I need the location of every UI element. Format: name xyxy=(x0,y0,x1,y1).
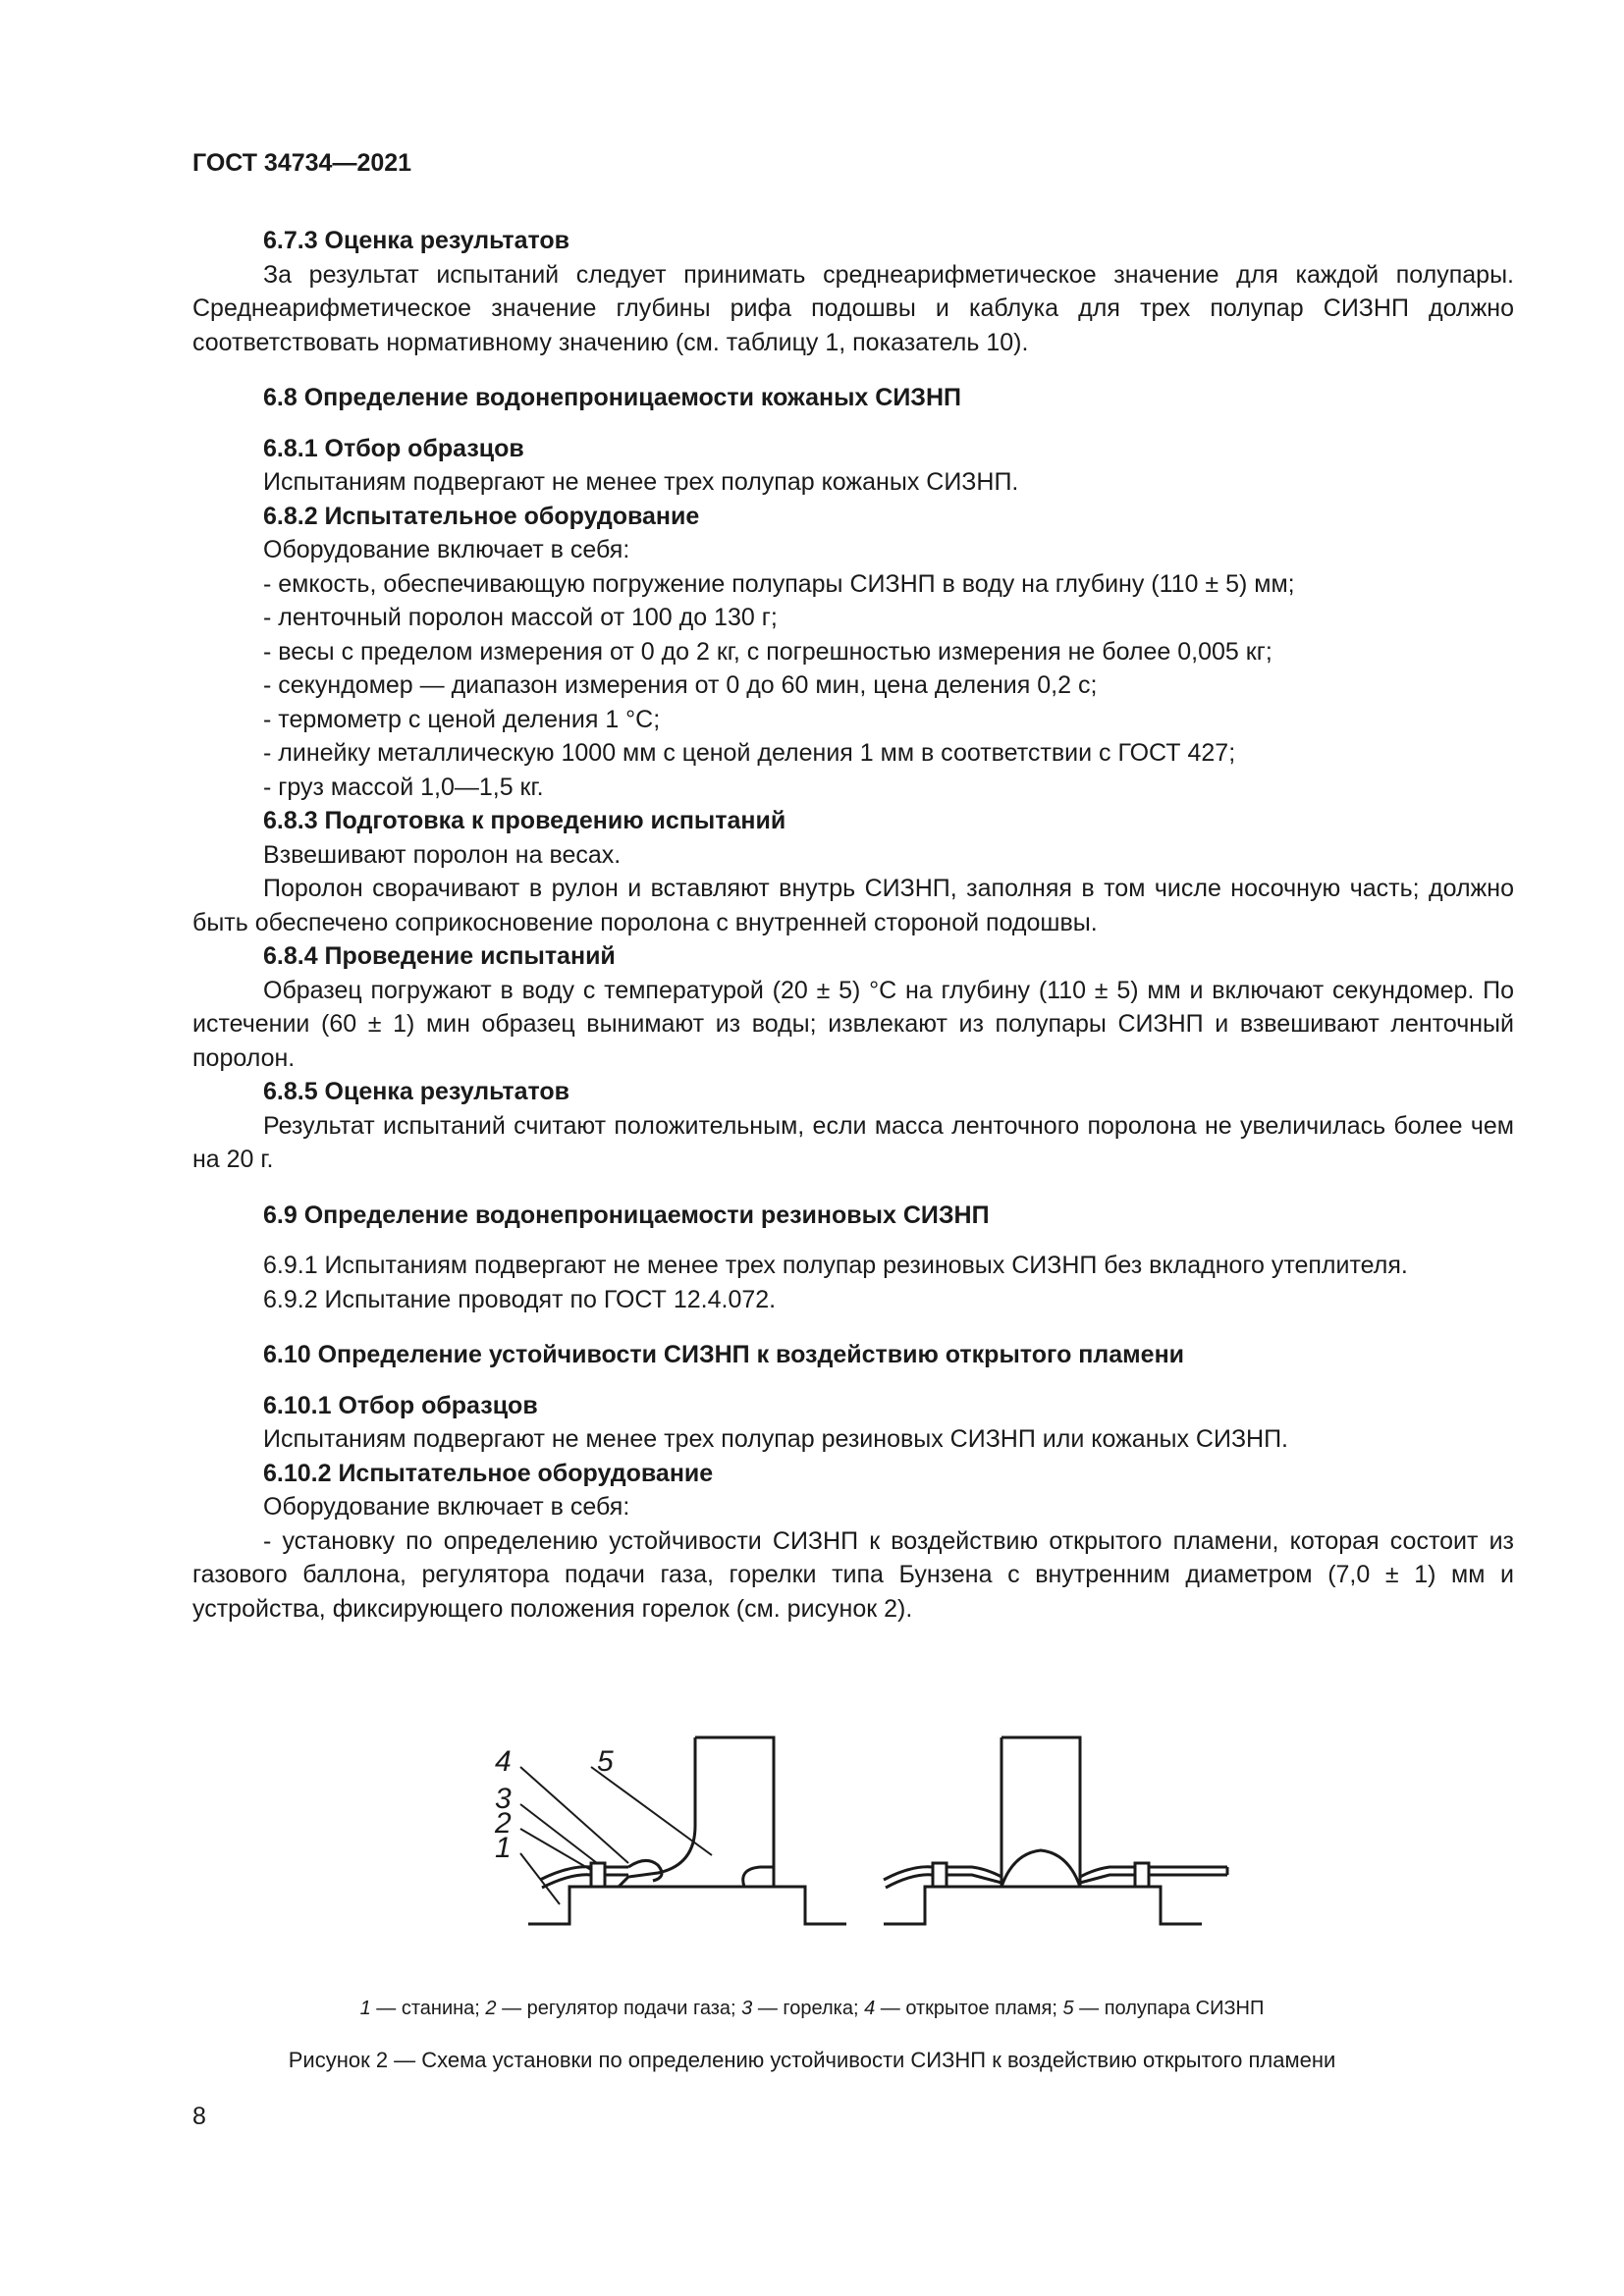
heading-6-8-2: 6.8.2 Испытательное оборудование xyxy=(263,502,700,530)
boot-left xyxy=(619,1737,774,1887)
paragraph-6-8-5: Результат испытаний считают положительным, если масса ленточного поролона не увеличилась более чем на 20 г. xyxy=(192,1111,1514,1173)
paragraph-6-10-2-intro: Оборудование включает в себя: xyxy=(263,1493,630,1521)
burner-right-b xyxy=(1135,1863,1149,1887)
figure-label-3: 3 xyxy=(495,1783,512,1815)
paragraph-6-10-2-item: - установку по определению устойчивости СИЗНП к воздействию открытого пламени, которая состоит из газового баллона, регулятора подачи газа, горелки типа Бунзена с внутренним диаметром (7,0 ± 1) мм и устройства, фиксирующего положения горелок (см. рисунок 2). xyxy=(192,1526,1514,1623)
heading-6-7-3: 6.7.3 Оценка результатов xyxy=(263,227,570,254)
document-body xyxy=(192,224,1514,1626)
legend-text-3: — горелка; xyxy=(752,1998,865,2019)
legend-num-3: 3 xyxy=(741,1998,753,2019)
paragraph-6-7-3: За результат испытаний следует принимать среднеарифметическое значение для каждой полупары. Среднеарифметическое значение глубины рифа подошвы и каблука для трех полупар СИЗНП должно соответствовать нормативному значению (см. таблицу 1, показатель 10). xyxy=(192,260,1514,356)
paragraph-6-10-1: Испытаниям подвергают не менее трех полупар резиновых СИЗНП или кожаных СИЗНП. xyxy=(263,1425,1289,1453)
flame-right xyxy=(1001,1850,1080,1887)
stand-right xyxy=(884,1887,1202,1924)
document-header: ГОСТ 34734—2021 xyxy=(192,149,412,177)
list-item: - емкость, обеспечивающую погружение полупары СИЗНП в воду на глубину (110 ± 5) мм; xyxy=(263,569,1295,598)
heading-6-8-5: 6.8.5 Оценка результатов xyxy=(263,1078,570,1105)
legend-text-5: — полупара СИЗНП xyxy=(1073,1998,1265,2019)
legend-text-1: — станина; xyxy=(370,1998,486,2019)
figure-label-4: 4 xyxy=(495,1745,512,1778)
heading-6-9: 6.9 Определение водонепроницаемости резиновых СИЗНП xyxy=(263,1201,990,1229)
list-item: - секундомер — диапазон измерения от 0 до 60 мин, цена деления 0,2 с; xyxy=(263,671,1098,699)
heading-6-10-2: 6.10.2 Испытательное оборудование xyxy=(263,1459,714,1487)
paragraph-6-8-3-a: Взвешивают поролон на весах. xyxy=(263,840,622,869)
figure-legend xyxy=(0,1998,1624,2020)
stand-left xyxy=(528,1887,846,1924)
paragraph-6-8-4: Образец погружают в воду с температурой (20 ± 5) °С на глубину (110 ± 5) мм и включают секундомер. По истечении (60 ± 1) мин образец вынимают из воды; извлекают из полупары СИЗНП и взвешивают ленточный поролон. xyxy=(192,976,1514,1072)
paragraph-6-9-2: 6.9.2 Испытание проводят по ГОСТ 12.4.072. xyxy=(263,1285,777,1313)
figure-label-5: 5 xyxy=(597,1745,614,1778)
flame-left xyxy=(628,1860,662,1881)
heading-6-8-4: 6.8.4 Проведение испытаний xyxy=(263,942,616,970)
paragraph-6-8-2-intro: Оборудование включает в себя: xyxy=(263,536,630,563)
legend-num-4: 4 xyxy=(864,1998,876,2019)
figure-label-2: 2 xyxy=(495,1807,512,1840)
paragraph-6-8-1: Испытаниям подвергают не менее трех полупар кожаных СИЗНП. xyxy=(263,468,1019,496)
legend-text-4: — открытое пламя; xyxy=(875,1998,1063,2019)
heading-6-8-3: 6.8.3 Подготовка к проведению испытаний xyxy=(263,807,786,834)
page-number: 8 xyxy=(192,2103,206,2130)
legend-num-1: 1 xyxy=(359,1998,371,2019)
legend-num-2: 2 xyxy=(485,1998,497,2019)
list-item: - груз массой 1,0—1,5 кг. xyxy=(263,773,544,801)
burner-right-a xyxy=(933,1863,947,1887)
heading-6-8-1: 6.8.1 Отбор образцов xyxy=(263,434,524,462)
list-item: - термометр с ценой деления 1 °С; xyxy=(263,705,661,733)
list-item: - ленточный поролон массой от 100 до 130 г; xyxy=(263,604,778,631)
heading-6-8: 6.8 Определение водонепроницаемости кожаных СИЗНП xyxy=(263,384,961,411)
heading-6-10: 6.10 Определение устойчивости СИЗНП к воздействию открытого пламени xyxy=(263,1341,1185,1368)
burner-left xyxy=(591,1863,605,1887)
legend-num-5: 5 xyxy=(1062,1998,1074,2019)
heading-6-10-1: 6.10.1 Отбор образцов xyxy=(263,1391,538,1419)
paragraph-6-9-1: 6.9.1 Испытаниям подвергают не менее трех полупар резиновых СИЗНП без вкладного утеплителя. xyxy=(263,1252,1408,1279)
figure-label-1: 1 xyxy=(495,1832,512,1864)
paragraph-6-8-3-b: Поролон сворачивают в рулон и вставляют внутрь СИЗНП, заполняя в том числе носочную часть; должно быть обеспечено соприкосновение поролона с внутренней стороной подошвы. xyxy=(192,875,1514,936)
legend-text-2: — регулятор подачи газа; xyxy=(496,1998,742,2019)
installation-schematic xyxy=(481,1708,1247,1983)
list-item: - линейку металлическую 1000 мм с ценой деления 1 мм в соответствии с ГОСТ 427; xyxy=(263,739,1236,767)
list-item: - весы с пределом измерения от 0 до 2 кг, с погрешностью измерения не более 0,005 кг; xyxy=(263,637,1272,666)
figure-caption: Рисунок 2 — Схема установки по определению устойчивости СИЗНП к воздействию открытого пламени xyxy=(288,2048,1336,2072)
figure-2-diagram xyxy=(481,1708,1247,1983)
